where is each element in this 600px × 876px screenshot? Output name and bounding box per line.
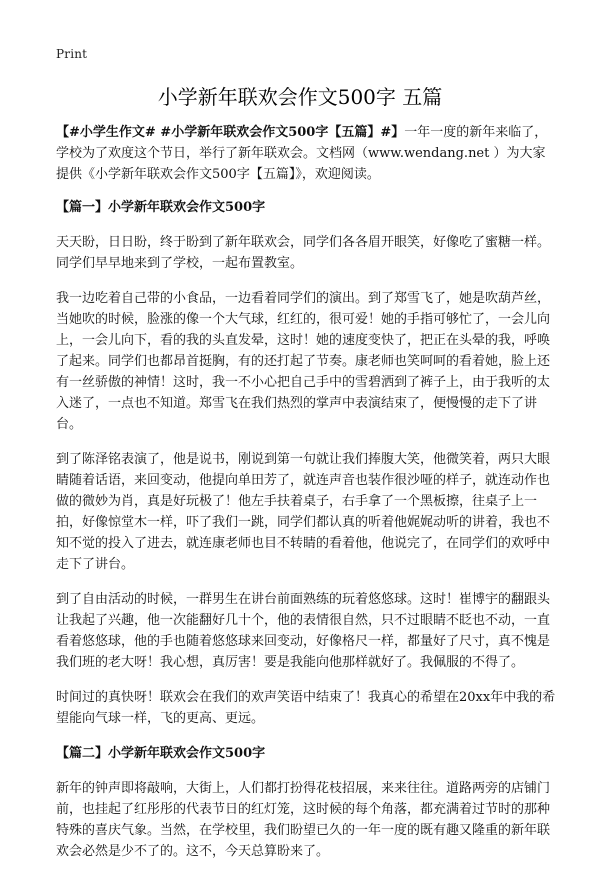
section-2-paragraph-1: 新年的钟声即将敲响，大街上，人们都打扮得花枝招展，来来往往。道路两旁的店铺门前，也挂起了红彤彤的代表节日的红灯笼，这时候的每个角落，都充满着过节时的那种特殊的喜庆气象。当然，在学校里，我们盼望已久的一年一度的既有趣又隆重的新年联欢会必然是少不了的。这不，今天总算盼来了。 [56,781,551,859]
section-heading-2: 【篇二】小学新年联欢会作文500字 [56,746,266,761]
document-title: 小学新年联欢会作文500字 五篇 [157,85,443,109]
section-1-paragraph-4: 到了自由活动的时候，一群男生在讲台前面熟练的玩着悠悠球。这时！崔博宇的翻跟头让我起了兴趣，他一次能翻好几十个，他的表情很自然，只不过眼睛不眨也不动，一直看着悠悠球，他的手也随着悠悠球来回变动，好像格尺一样，都量好了尺寸，真不愧是我们班的老大呀！我心想，真厉害！要是我能向他那样就好了。我佩服的不得了。 [56,592,551,670]
section-1-paragraph-1: 天天盼，日日盼，终于盼到了新年联欢会，同学们各各眉开眼笑，好像吃了蜜糖一样。同学们早早地来到了学校，一起布置教室。 [56,235,551,271]
document-body [56,122,556,876]
print-label: Print [56,47,88,61]
section-1-paragraph-5: 时间过的真快呀！联欢会在我们的欢声笑语中结束了！我真心的希望在20xx年中我的希望能向气球一样，飞的更高、更远。 [56,690,556,726]
section-heading-1: 【篇一】小学新年联欢会作文500字 [56,200,266,215]
section-1-paragraph-3: 到了陈泽铭表演了，他是说书，刚说到第一句就让我们捧腹大笑，他微笑着，两只大眼睛随着话语，来回变动，他提向单田芳了，就连声音也装作很沙哑的样子，就连动作也做的微妙为肖，真是好玩极了！他左手扶着桌子，右手拿了一个黑板擦，往桌子上一拍，好像惊堂木一样，吓了我们一跳，同学们都认真的听着他娓娓动听的讲着，我也不知不觉的投入了进去，就连康老师也目不转睛的看着他，他说完了，在同学们的欢呼中走下了讲台。 [56,452,551,572]
section-1-paragraph-2: 我一边吃着自己带的小食品，一边看着同学们的演出。到了郑雪飞了，她是吹葫芦丝，当她吹的时候，脸涨的像一个大气球，红红的，很可爱！她的手指可够忙了，一会儿向上，一会儿向下，看的我的头直发晕，这时！她的速度变快了，把正在头晕的我，呼唤了起来。同学们也都昂首挺胸，有的还打起了节奏。康老师也笑呵呵的看着她，脸上还有一丝骄傲的神情！这时，我一不小心把自己手中的雪碧洒到了裤子上，由于我听的太入迷了，一点也不知道。郑雪飞在我们热烈的掌声中表演结束了，便慢慢的走下了讲台。 [56,291,551,432]
intro-tag: 【#小学生作文# #小学新年联欢会作文500字【五篇】#】 [56,125,405,140]
intro-paragraph [56,122,556,185]
intro-text: 一年一度的新年来临了，学校为了欢度这个节日，举行了新年联欢会。文档网（www.wendang.net ）为大家提供《小学新年联欢会作文500字【五篇】》，欢迎阅读。 [56,125,548,182]
